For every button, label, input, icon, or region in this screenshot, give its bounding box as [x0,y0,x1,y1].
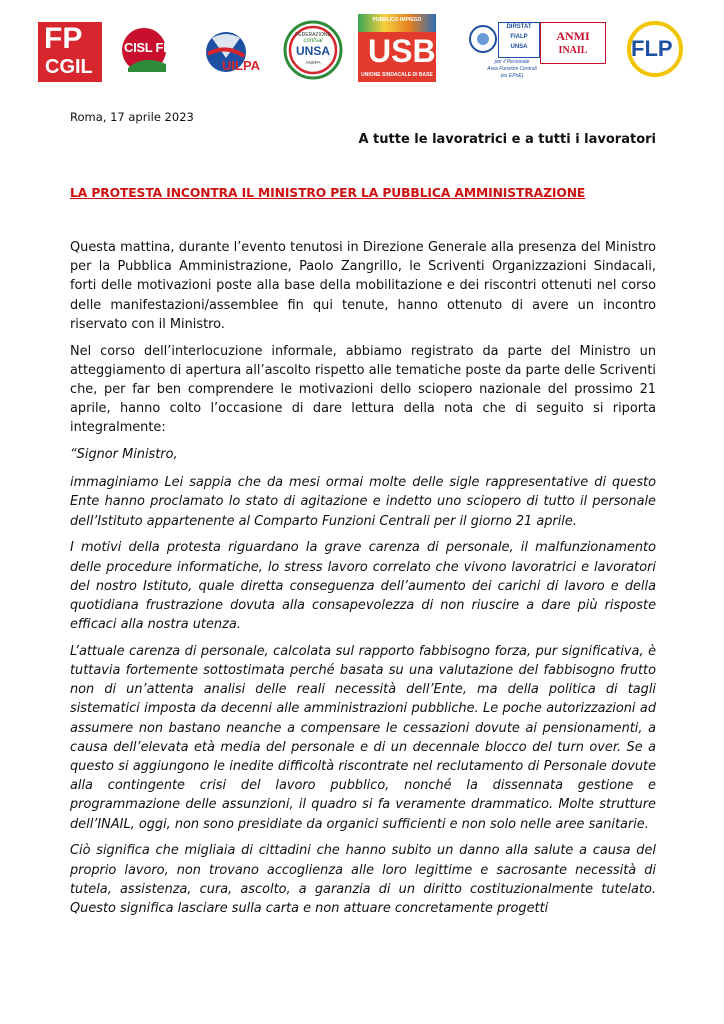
unsa-logo-line2: confsal [303,38,323,44]
body-paragraph-1: Questa mattina, durante l’evento tenutosi in Direzione Generale alla presenza del Ministro per la Pubblica Amministrazione, Paolo Zangrillo, le Scriventi Organizzazioni Sindacali, forti delle motivazioni poste alla base della mobilitazione e dei riscontri ottenuti nel corso delle manifestazioni/assemblee fin qui tenute, hanno ottenuto di avere un incontro riservato con il Ministro. [70,240,656,332]
anmi-logo-line2: INAIL [558,45,588,56]
dirstat-caption-3: (ex EPnE) [500,73,524,79]
letter-body [70,238,656,926]
anmi-logo-line1: ANMI [556,29,590,43]
cisl-fp-logo [120,24,188,82]
quoted-paragraph-2: I motivi della protesta riguardano la grave carenza di personale, il malfunzionamento delle procedure informatiche, lo stress lavoro correlato che vivono lavoratrici e lavoratori del nostro Istituto, quale diretta conseguenza dell’aumento dei carichi di lavoro e della quotidiana frustrazione dovuta alla consapevolezza di non riuscire a dare più risposte efficaci alla nostra utenza. [70,540,656,633]
uilpa-logo-text: UILPA [222,58,261,73]
dirstat-caption-2: Area Funzioni Centrali [487,66,537,72]
union-logos-header [30,14,694,84]
letter-addressee: A tutte le lavoratrici e a tutti i lavoratori [358,132,656,147]
unsa-logo-line4: ANSPA [305,60,321,65]
dirstat-logo-line3: UNSA [510,44,528,50]
quoted-paragraph-3: L’attuale carenza di personale, calcolata sul rapporto fabbisogno forza, pur significativa, è tuttavia fortemente sottostimata perché basata su una valutazione del fabbisogno frutto non di un’attenta analisi delle reali necessità dell’Ente, ma della politica di tagli sistematici imposta da decenni alle amministrazioni pubbliche. Le poche autorizzazioni ad assumere non bastano neanche a compensare le cessazioni dovute ai pensionamenti, a causa dell’elevata età media del personale e di un decennale blocco del turn over. Se a questo si aggiungono le inedite difficoltà riscontrate nel reclutamento di Personale dovute alla contingente crisi del lavoro pubblico, nonché la dissennata gestione e programmazione delle assunzioni, il quadro si fa veramente drammatico. Molte strutture dell’INAIL, oggi, non sono presidiate da organici sufficienti e non solo nelle aree sanitarie. [70,643,656,832]
unsa-logo [282,16,344,82]
usb-logo-subtitle: UNIONE SINDACALE DI BASE [361,72,433,78]
dirstat-logo [468,22,540,88]
fp-cgil-logo-line1: FP [44,22,83,55]
quoted-paragraph-4: Ciò significa che migliaia di cittadini che hanno subito un danno alla salute a causa del proprio lavoro, non trovano accoglienza alle loro legittime e sacrosante necessità di tutela, assistenza, cura, ascolto, a garanzia di un diritto costituzionalmente tutelato. Questo significa lasciare sulla carta e non attuare concretamente progetti [70,843,656,916]
dirstat-caption-1: per il Personale [494,59,530,65]
dirstat-logo-line2: FIALP [510,34,528,40]
letter-title: LA PROTESTA INCONTRA IL MINISTRO PER LA PUBBLICA AMMINISTRAZIONE [70,186,586,200]
anmi-inail-logo [540,22,606,64]
quoted-paragraph-1: immaginiamo Lei sappia che da mesi ormai molte delle sigle rappresentative di questo Ente hanno proclamato lo stato di agitazione e indetto uno sciopero di tutto il personale dell’Istituto appartenente al Comparto Funzioni Centrali per il giorno 21 aprile. [70,475,656,529]
uilpa-emblem [200,28,266,82]
unsa-logo-line1: FEDERAZIONE [295,32,331,38]
usb-logo [358,14,436,82]
letter-date: Roma, 17 aprile 2023 [70,110,194,124]
body-paragraph-2: Nel corso dell’interlocuzione informale, abbiamo registrato da parte del Ministro un atteggiamento di apertura all’ascolto rispetto alle tematiche poste da parte delle Scriventi che, per far ben comprendere le motivazioni dello sciopero nazionale del prossimo 21 aprile, hanno colto l’occasione di dare lettura della nota che di seguito si riporta integralmente: [70,343,656,436]
quoted-salutation: “Signor Ministro, [70,447,178,463]
uilpa-logo [200,28,266,82]
unsa-logo-line3: UNSA [295,44,330,58]
fp-cgil-logo [38,22,102,82]
flp-logo-text: FLP [631,36,673,61]
dirstat-emblem [468,24,498,54]
flp-logo [626,20,684,78]
cisl-fp-logo-text: CISL FP [124,40,172,55]
usb-logo-text: USB [368,33,436,69]
usb-logo-top: PUBBLICO IMPIEGO [372,17,422,23]
dirstat-logo-line1: DIRSTAT [506,24,532,30]
fp-cgil-logo-line2: CGIL [45,56,93,78]
